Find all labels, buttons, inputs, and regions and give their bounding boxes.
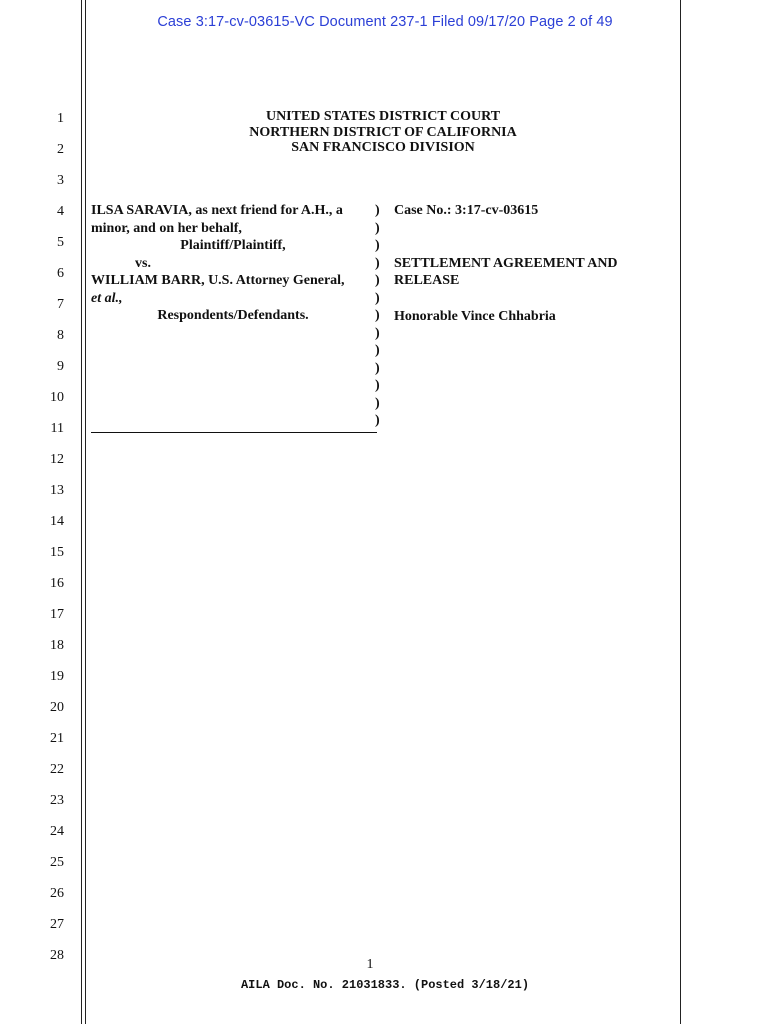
court-division: SAN FRANCISCO DIVISION [291,140,475,155]
caption-paren: ) [375,290,380,306]
line-number: 18 [50,638,64,653]
line-number: 16 [50,576,64,591]
line-number: 6 [57,266,64,281]
et-al-text: et al., [91,290,123,306]
caption-paren: ) [375,238,380,253]
line-number: 1 [57,111,64,126]
line-number: 19 [50,669,64,684]
caption-underline [91,432,377,433]
document-title-line: SETTLEMENT AGREEMENT AND [394,255,618,271]
line-number: 4 [57,204,64,219]
caption-paren: ) [375,343,380,358]
aila-doc-footer: AILA Doc. No. 21031833. (Posted 3/18/21) [240,978,530,992]
court-name: UNITED STATES DISTRICT COURT [265,109,501,124]
line-number: 9 [57,359,64,374]
line-number: 25 [50,855,64,870]
line-number: 3 [57,173,64,188]
judge-name: Honorable Vince Chhabria [394,308,556,324]
caption-paren: ) [375,413,380,428]
caption-paren: ) [375,325,380,341]
line-number: 7 [57,297,64,312]
line-number: 23 [50,793,64,808]
ecf-header-stamp: Case 3:17-cv-03615-VC Document 237-1 Filed 09/17/20 Page 2 of 49 [157,14,613,30]
line-number-column [0,0,70,1024]
caption-paren: ) [375,395,380,411]
line-number: 15 [50,545,64,560]
document-title [394,255,674,290]
line-number: 22 [50,762,64,777]
line-number: 2 [57,142,64,157]
caption-paren-column [375,202,385,430]
plaintiff-name-continued: minor, and on her behalf, [91,220,242,236]
caption-paren: ) [375,255,380,271]
line-number: 14 [50,514,64,529]
line-number: 28 [50,948,64,963]
case-number: Case No.: 3:17-cv-03615 [394,203,539,218]
caption-paren: ) [375,378,380,393]
defendant-name: WILLIAM BARR, U.S. Attorney General, [91,273,345,288]
plaintiff-role: Plaintiff/Plaintiff, [180,238,286,253]
court-district: NORTHERN DISTRICT OF CALIFORNIA [249,124,517,140]
caption-paren: ) [375,220,380,236]
caption-paren: ) [375,360,380,376]
line-number: 12 [50,452,64,467]
line-number: 21 [50,731,64,746]
line-number: 8 [57,328,64,343]
line-number: 27 [50,917,64,932]
page-number: 1 [366,957,374,972]
plaintiff-name: ILSA SARAVIA, as next friend for A.H., a [91,203,343,218]
line-number: 10 [50,390,64,405]
line-number: 20 [50,700,64,715]
left-margin-rule [81,0,82,1024]
document-title-line: RELEASE [394,273,460,288]
versus-label: vs. [135,255,151,271]
caption-paren: ) [375,273,380,288]
defendant-name-continued [91,290,375,308]
caption-paren: ) [375,308,380,323]
line-number: 17 [50,607,64,622]
line-number: 24 [50,824,64,839]
caption-paren: ) [375,203,380,218]
line-number: 26 [50,886,64,901]
line-number: 11 [50,421,64,436]
defendant-role: Respondents/Defendants. [157,308,309,323]
line-number: 13 [50,483,64,498]
line-number: 5 [57,235,64,250]
right-margin-rule [680,0,681,1024]
case-caption-parties [91,202,375,325]
court-heading [86,109,680,156]
case-caption-details [394,202,674,325]
